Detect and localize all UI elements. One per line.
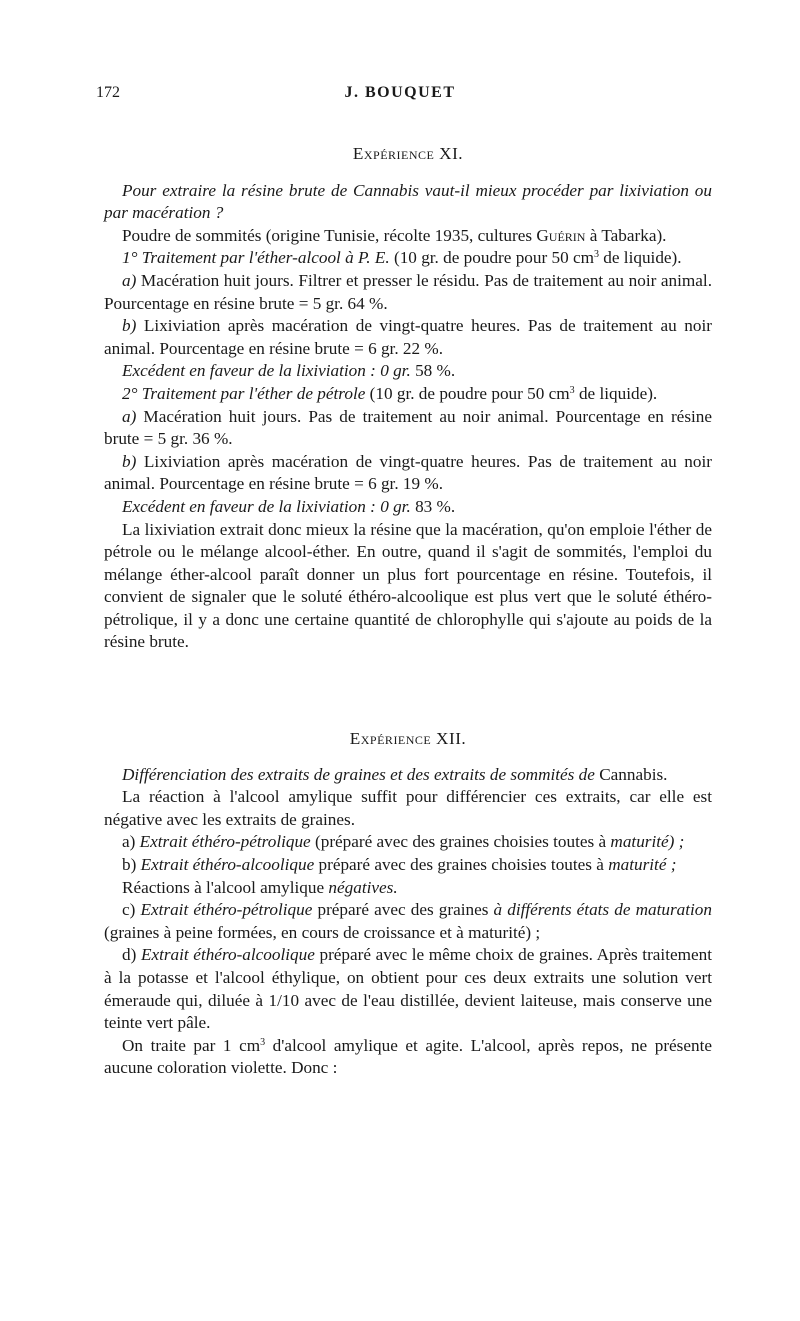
exp12-subtitle-end: Cannabis. bbox=[594, 764, 668, 784]
treatment-1-a-text: Macération huit jours. Filtrer et presser le résidu. Pas de traitement au noir animal. Pourcentage en résine brute = 5 gr. 64 %. bbox=[104, 270, 712, 313]
treatment-2-detail: (10 gr. de poudre pour 50 cm bbox=[365, 383, 570, 403]
treatment-2-a-label: a) bbox=[122, 406, 137, 426]
exp12-item-c bbox=[104, 899, 712, 944]
intro-question bbox=[104, 180, 712, 225]
treatment-2-b-label: b) bbox=[122, 451, 137, 471]
treatment-1-b bbox=[104, 315, 712, 360]
treatment-1-excess bbox=[104, 360, 712, 383]
treatment-2-b-text: Lixiviation après macération de vingt-quatre heures. Pas de traitement au noir animal. Pourcentage en résine brute = 6 gr. 19 %. bbox=[104, 451, 712, 494]
final-b: d'alcool amylique et agite. L'alcool, après repos, ne présente aucune coloration violette. Donc : bbox=[104, 1035, 712, 1078]
powder-paragraph bbox=[104, 225, 712, 248]
final-a: On traite par 1 cm bbox=[122, 1035, 261, 1055]
item-a-mid: (préparé avec des graines choisies toutes à bbox=[310, 832, 611, 852]
treatment-2-excess bbox=[104, 496, 712, 519]
page-number: 172 bbox=[96, 84, 120, 101]
treatment-1-excess-label: Excédent en faveur de la lixiviation : 0 gr. bbox=[122, 361, 411, 381]
exp12-item-d bbox=[104, 944, 712, 1034]
exp12-reactions bbox=[104, 877, 712, 900]
treatment-2-b bbox=[104, 451, 712, 496]
item-d-end: préparé avec le même choix de graines. Après traitement à la potasse et l'alcool éthylique, on obtient pour ces deux extraits une solution vert émeraude qui, diluée à 1/10 avec de l'eau distillée, devient laiteuse, mais conserve une teinte vert pâle. bbox=[104, 945, 712, 1033]
experience-xii-section bbox=[104, 728, 712, 1080]
treatment-2-excess-value: 83 %. bbox=[410, 496, 456, 516]
item-c-italic-2: à différents états de maturation bbox=[493, 900, 712, 920]
item-b-italic: Extrait éthéro-alcoolique bbox=[140, 854, 315, 874]
treatment-1-detail-end: de liquide). bbox=[598, 248, 682, 268]
treatment-1-sup: 3 bbox=[593, 249, 599, 261]
item-a-end: maturité) ; bbox=[610, 832, 685, 852]
treatment-2-heading bbox=[104, 383, 712, 406]
item-b-mid: préparé avec des graines choisies toutes à bbox=[314, 854, 609, 874]
running-head: J. BOUQUET bbox=[344, 84, 456, 101]
reactions-italic: négatives. bbox=[328, 877, 398, 897]
item-b-label: b) bbox=[122, 854, 141, 874]
exp12-item-b bbox=[104, 854, 712, 877]
item-c-mid: préparé avec des graines bbox=[312, 900, 494, 920]
exp12-intro: La réaction à l'alcool amylique suffit pour différencier ces extraits, car elle est négative avec les extraits de graines. bbox=[104, 787, 712, 829]
powder-name: Guérin bbox=[536, 225, 586, 245]
treatment-2-detail-end: de liquide). bbox=[574, 383, 658, 403]
item-c-italic: Extrait éthéro-pétrolique bbox=[140, 900, 313, 920]
exp12-final bbox=[104, 1035, 712, 1080]
item-b-end: maturité ; bbox=[608, 854, 677, 874]
exp12-subtitle-italic: Différenciation des extraits de graines et des extraits de sommités de bbox=[122, 764, 595, 784]
item-a-italic: Extrait éthéro-pétrolique bbox=[139, 832, 311, 852]
experience-xi-section bbox=[104, 143, 712, 654]
final-sup: 3 bbox=[260, 1036, 266, 1048]
treatment-2-excess-label: Excédent en faveur de la lixiviation : 0 gr. bbox=[122, 496, 411, 516]
treatment-2-sup: 3 bbox=[569, 384, 575, 396]
treatment-1-a bbox=[104, 270, 712, 315]
item-d-label: d) bbox=[122, 945, 141, 965]
experience-xi-title: Expérience XI. bbox=[352, 144, 464, 163]
item-d-italic: Extrait éthéro-alcoolique bbox=[140, 945, 315, 965]
exp12-item-a bbox=[104, 831, 712, 854]
intro-question-text: Pour extraire la résine brute de Cannabis vaut-il mieux procéder par lixiviation ou par macération ? bbox=[104, 180, 712, 223]
treatment-1-detail: (10 gr. de poudre pour 50 cm bbox=[389, 248, 594, 268]
powder-suffix: à Tabarka). bbox=[585, 225, 667, 245]
page-header bbox=[96, 84, 704, 108]
exp12-subtitle bbox=[104, 764, 712, 787]
reactions-prefix: Réactions à l'alcool amylique bbox=[122, 877, 329, 897]
treatment-1-heading bbox=[104, 247, 712, 270]
item-c-label: c) bbox=[122, 900, 141, 920]
treatment-2-label: 2° Traitement par l'éther de pétrole bbox=[122, 383, 366, 403]
treatment-1-label: 1° Traitement par l'éther-alcool à P. E. bbox=[122, 248, 390, 268]
powder-prefix: Poudre de sommités (origine Tunisie, récolte 1935, cultures bbox=[122, 225, 537, 245]
treatment-1-b-label: b) bbox=[122, 316, 137, 336]
treatment-2-a bbox=[104, 406, 712, 451]
experience-xii-title: Expérience XII. bbox=[349, 729, 467, 748]
treatment-1-a-label: a) bbox=[122, 270, 137, 290]
item-a-label: a) bbox=[122, 832, 140, 852]
treatment-2-a-text: Macération huit jours. Pas de traitement au noir animal. Pourcentage en résine brute = 5 gr. 36 %. bbox=[104, 406, 712, 449]
treatment-1-excess-value: 58 %. bbox=[410, 361, 456, 381]
conclusion-paragraph: La lixiviation extrait donc mieux la résine que la macération, qu'on emploie l'éther de pétrole ou le mélange alcool-éther. En outre, quand il s'agit de sommités, l'emploi du mélange éther-alcool paraît donner un plus fort pourcentage en résine. Toutefois, il convient de signaler que le soluté éthéro-alcoolique est plus vert que le soluté éthéro-pétrolique, il y a donc une certaine quantité de chlorophylle qui s'ajoute au poids de la résine brute. bbox=[104, 519, 712, 652]
treatment-1-b-text: Lixiviation après macération de vingt-quatre heures. Pas de traitement au noir animal. Pourcentage en résine brute = 6 gr. 22 %. bbox=[104, 316, 712, 358]
item-c-end: (graines à peine formées, en cours de croissance et à maturité) ; bbox=[104, 922, 541, 942]
